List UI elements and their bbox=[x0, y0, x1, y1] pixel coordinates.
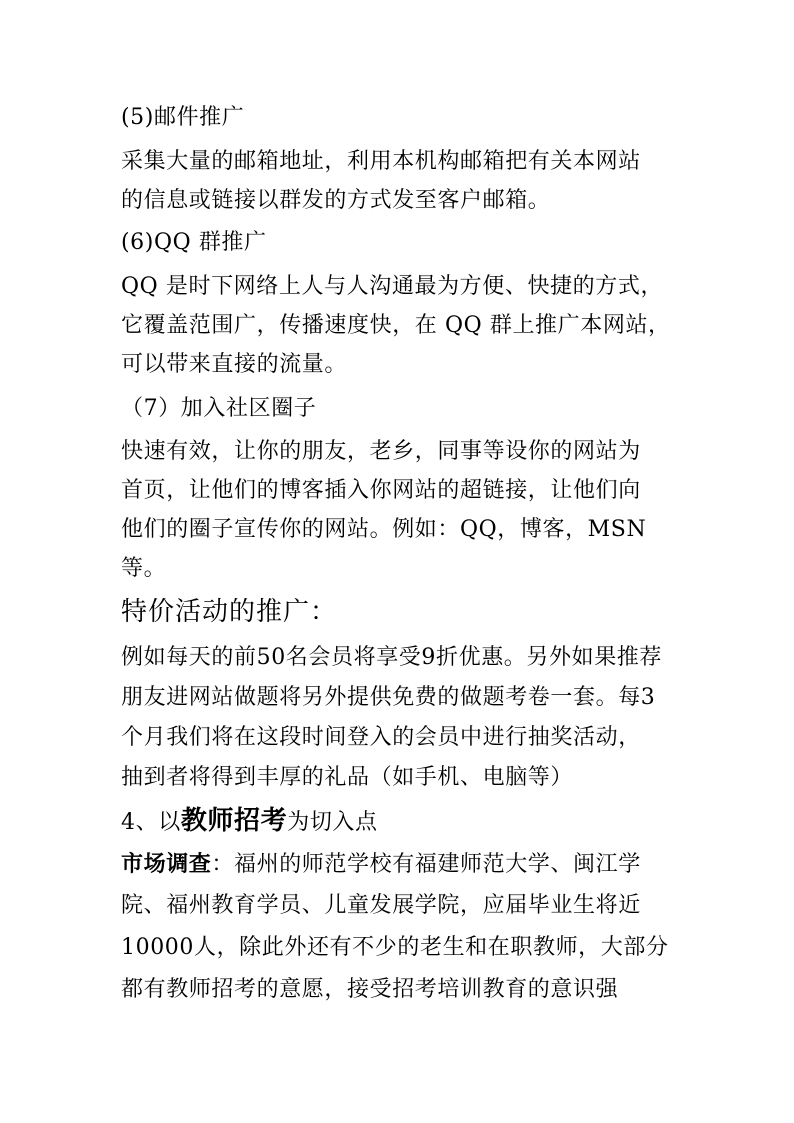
market-survey-label: 市场调查 bbox=[121, 851, 212, 877]
paragraph-line: 首页，让他们的博客插入你网站的超链接，让他们向 bbox=[121, 478, 641, 503]
heading-teacher-recruitment bbox=[121, 806, 378, 838]
paragraph-line: 10000人，除此外还有不少的老生和在职教师，大部分 bbox=[121, 935, 669, 960]
paragraph-line: 他们的圈子宣传你的网站。例如：QQ，博客，MSN bbox=[121, 517, 647, 542]
paragraph-line: 等。 bbox=[121, 556, 167, 581]
paragraph-line: 抽到者将得到丰厚的礼品（如手机、电脑等） bbox=[121, 765, 574, 790]
paragraph-line: 快速有效，让你的朋友，老乡，同事等设你的网站为 bbox=[121, 439, 641, 464]
paragraph-line: 个月我们将在这段时间登入的会员中进行抽奖活动， bbox=[121, 725, 641, 750]
heading-prefix: 4、以 bbox=[121, 810, 181, 835]
heading-join-community: （7）加入社区圈子 bbox=[121, 396, 317, 421]
heading-emphasis: 教师招考 bbox=[180, 806, 288, 836]
market-survey-text: ：福州的师范学校有福建师范大学、闽江学 bbox=[211, 852, 641, 877]
heading-suffix: 为切入点 bbox=[287, 810, 378, 835]
paragraph-line: 采集大量的邮箱地址，利用本机构邮箱把有关本网站 bbox=[121, 149, 641, 174]
market-survey-line bbox=[121, 849, 641, 880]
heading-email-promotion: (5)邮件推广 bbox=[121, 105, 245, 130]
paragraph-line: QQ 是时下网络上人与人沟通最为方便、快捷的方式， bbox=[121, 274, 664, 299]
paragraph-line: 它覆盖范围广，传播速度快，在 QQ 群上推广本网站， bbox=[121, 313, 671, 338]
paragraph-line: 可以带来直接的流量。 bbox=[121, 352, 348, 377]
heading-special-offer-promotion: 特价活动的推广： bbox=[121, 597, 338, 627]
paragraph-line: 例如每天的前50名会员将享受9折优惠。另外如果推荐 bbox=[121, 645, 662, 670]
paragraph-line: 朋友进网站做题将另外提供免费的做题考卷一套。每3 bbox=[121, 685, 656, 710]
paragraph-line: 院、福州教育学员、儿童发展学院，应届毕业生将近 bbox=[121, 893, 641, 918]
paragraph-line: 的信息或链接以群发的方式发至客户邮箱。 bbox=[121, 188, 551, 213]
paragraph-line: 都有教师招考的意愿，接受招考培训教育的意识强 bbox=[121, 977, 619, 1002]
heading-qq-group-promotion: (6)QQ 群推广 bbox=[121, 230, 267, 255]
